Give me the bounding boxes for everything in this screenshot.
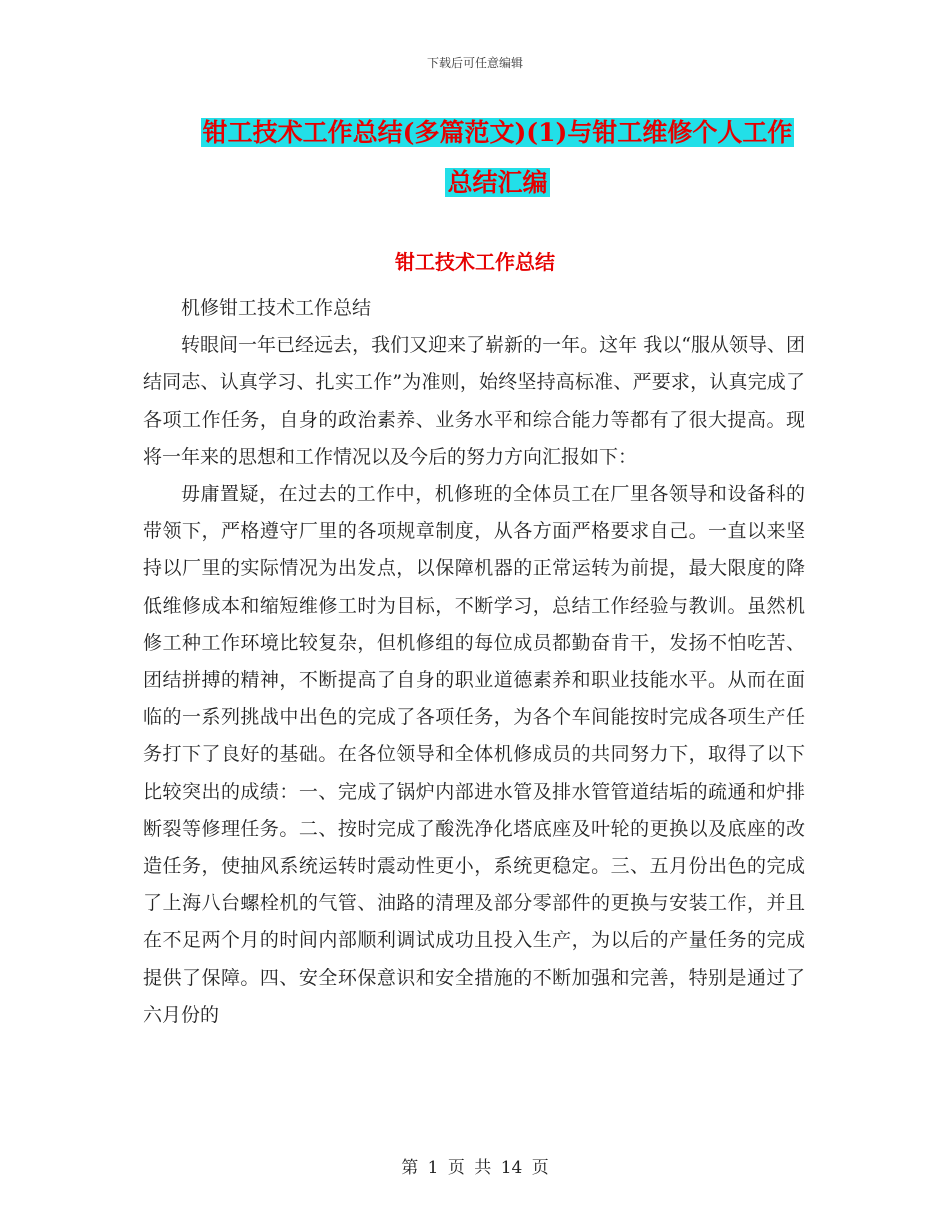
body-paragraph-3: 毋庸置疑，在过去的工作中，机修班的全体员工在厂里各领导和设备科的带领下，严格遵守厂里的各项规章制度，从各方面严格要求自己。一直以来坚持以厂里的实际情况为出发点，以保障机器的正常运转为前提，最大限度的降低维修成本和缩短维修工时为目标，不断学习，总结工作经验与教训。虽然机修工种工作环境比较复杂，但机修组的每位成员都勤奋肯干，发扬不怕吃苦、团结拼搏的精神，不断提高了自身的职业道德素养和职业技能水平。从而在面临的一系列挑战中出色的完成了各项任务，为各个车间能按时完成各项生产任务打下了良好的基础。在各位领导和全体机修成员的共同努力下，取得了以下比较突出的成绩：一、完成了锅炉内部进水管及排水管管道结垢的疏通和炉排断裂等修理任务。二、按时完成了酸洗净化塔底座及叶轮的更换以及底座的改造任务，使抽风系统运转时震动性更小，系统更稳定。三、五月份出色的完成了上海八台螺栓机的气管、油路的清理及部分零部件的更换与安装工作，并且在不足两个月的时间内部顺利调试成功且投入生产，为以后的产量任务的完成提供了保障。四、安全环保意识和安全措施的不断加强和完善，特别是通过了六月份的 — [143, 483, 805, 1026]
page-header-note: 下载后可任意编辑 — [426, 56, 523, 70]
page-footer: 第 1 页 共 14 页 — [401, 1158, 549, 1178]
document-title — [160, 108, 835, 208]
section-title: 钳工技术工作总结 — [395, 250, 555, 274]
body-paragraph-2: 转眼间一年已经远去，我们又迎来了崭新的一年。这年 我以“服从领导、团结同志、认真学习、扎实工作”为准则，始终坚持高标准、严要求，认真完成了 各项工作任务，自身的政治素养、业务水平和综合能力等都有了很大提高。现将一年来的思想和工作情况以及今后的努力方向汇报如下： — [143, 334, 805, 468]
document-title-line-1: 钳工技术工作总结(多篇范文)(1)与钳工维修个人工作 — [202, 118, 793, 147]
body-paragraph-1: 机修钳工技术工作总结 — [181, 297, 372, 319]
document-title-line-2: 总结汇编 — [447, 168, 548, 197]
document-body — [143, 290, 805, 1034]
